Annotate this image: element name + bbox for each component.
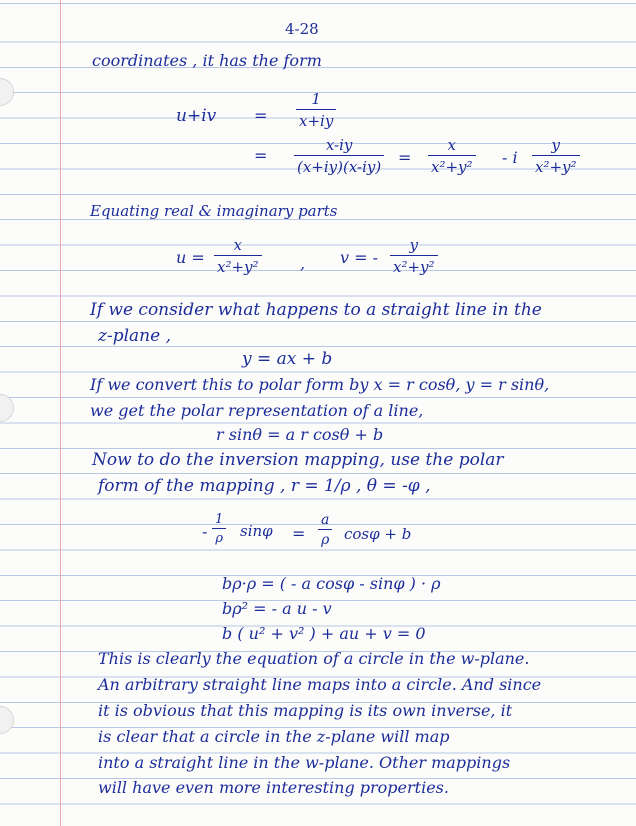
eq-phi-minus: - [202, 522, 208, 541]
eq-phi-equals: = [292, 524, 306, 543]
eq-phi-lhs-denominator: ρ [212, 528, 226, 546]
u-numerator: x [233, 236, 242, 254]
eq2-f3-denominator: x²+y² [532, 155, 580, 176]
eq2-minus-i: - i [502, 148, 518, 167]
v-denominator: x²+y² [390, 255, 438, 276]
eq2-f1-numerator: x-iy [325, 136, 353, 154]
line-equation: y = ax + b [242, 349, 333, 369]
para1-line-1: If we consider what happens to a straight line in the [90, 300, 542, 320]
eq-phi-rhs-denominator: ρ [318, 529, 332, 548]
uv-comma: , [300, 254, 306, 273]
page-number: 4-28 [285, 20, 319, 38]
conclusion-line-5: into a straight line in the w-plane. Other mappings [98, 753, 511, 772]
para3-line-1: Now to do the inversion mapping, use the polar [92, 450, 504, 470]
v-lhs: v = - [340, 248, 379, 267]
eq2-f2-numerator: x [447, 136, 456, 154]
conclusion-line-1: This is clearly the equation of a circle in the w-plane. [98, 649, 530, 668]
derivation-line-2: bρ² = - a u - v [222, 599, 332, 618]
binder-hole [0, 78, 14, 106]
derivation-line-1: bρ·ρ = ( - a cosφ - sinφ ) · ρ [222, 574, 441, 593]
eq1-numerator: 1 [311, 90, 321, 108]
v-fraction [390, 236, 438, 276]
eq2-f1-denominator: (x+iy)(x-iy) [294, 155, 384, 176]
v-numerator: y [409, 236, 418, 254]
eq-phi-lhs-tail: sinφ [240, 522, 273, 540]
polar-line-equation: r sinθ = a r cosθ + b [216, 425, 384, 444]
binder-hole [0, 706, 14, 734]
u-denominator: x²+y² [214, 255, 262, 276]
para2-line-2: we get the polar representation of a line, [90, 401, 424, 420]
eq-phi-rhs-fraction [318, 512, 332, 548]
eq-phi-lhs-numerator: 1 [215, 512, 224, 527]
eq1-denominator: x+iy [296, 109, 336, 130]
binder-hole [0, 394, 14, 422]
eq2-fraction-1 [294, 136, 384, 176]
eq2-equals-b: = [398, 148, 412, 167]
eq-phi-rhs-numerator: a [321, 512, 330, 528]
eq1-equals: = [254, 106, 268, 125]
eq2-equals: = [254, 146, 268, 165]
derivation-line-3: b ( u² + v² ) + au + v = 0 [222, 624, 426, 643]
eq1-lhs: u+iv [176, 106, 217, 126]
u-lhs: u = [176, 248, 205, 267]
eq-phi-lhs-fraction [212, 512, 226, 546]
u-fraction [214, 236, 262, 276]
para3-line-2: form of the mapping , r = 1/ρ , θ = -φ , [98, 476, 431, 496]
para1-line-2: z-plane , [98, 326, 171, 346]
eq2-f3-numerator: y [551, 136, 560, 154]
equating-heading: Equating real & imaginary parts [90, 202, 338, 220]
conclusion-line-2: An arbitrary straight line maps into a circle. And since [98, 675, 542, 694]
eq2-fraction-3 [532, 136, 580, 176]
eq2-fraction-2 [428, 136, 476, 176]
conclusion-line-4: is clear that a circle in the z-plane will map [98, 727, 450, 746]
eq-phi-rhs-tail: cosφ + b [344, 525, 412, 543]
conclusion-line-6: will have even more interesting properties. [98, 778, 449, 797]
eq2-f2-denominator: x²+y² [428, 155, 476, 176]
para2-line-1: If we convert this to polar form by x = r cosθ, y = r sinθ, [90, 375, 550, 394]
intro-line: coordinates , it has the form [92, 51, 322, 70]
conclusion-line-3: it is obvious that this mapping is its own inverse, it [98, 701, 513, 720]
eq1-fraction [296, 90, 336, 130]
